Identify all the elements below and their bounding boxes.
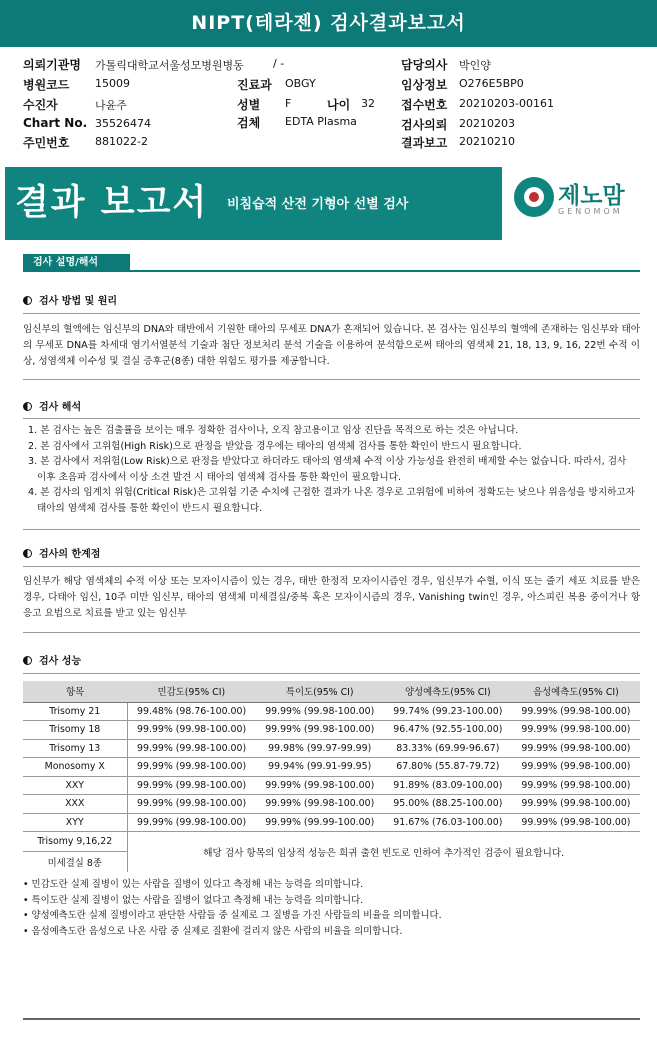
document-title: NIPT(테라젠) 검사결과보고서 [0, 0, 657, 47]
limitations-heading: 검사의 한계점 [23, 545, 100, 560]
column-header: 양성예측도(95% CI) [384, 681, 512, 702]
table-row [23, 795, 640, 814]
table-cell: 99.94% (99.91-99.95) [256, 758, 384, 777]
table-cell: 99.74% (99.23-100.00) [384, 702, 512, 721]
sex-value: F [285, 97, 292, 110]
table-cell: 99.99% (99.98-100.00) [256, 721, 384, 740]
interpretation-list [28, 423, 638, 516]
banner-title: 결과 보고서 [15, 183, 209, 223]
table-cell: 99.48% (98.76-100.00) [127, 702, 256, 721]
method-text: 임신부의 혈액에는 임신부의 DNA와 태반에서 기원한 태아의 무세포 DNA가 혼재되어 있습니다. 본 검사는 임신부의 혈액에 존재하는 임신부와 태아의 무세포 DNA를 차세대 염기서열분석 기술과 첨단 정보처리 분석 기술을 이용하여 분석함으로써 태아의 염색체 21, 18, 13, 9, 16, 22번 수적 이상, 성염색체 이수성 및 결실 증후군(8종) 대한 위험도 평가를 제공합니다. [23, 324, 640, 367]
note-item: • 음성예측도란 음성으로 나온 사람 중 실제로 질환에 걸리지 않은 사람의 비율을 의미합니다. [23, 925, 403, 937]
table-note-cell: 해당 검사 항목의 임상적 성능은 희귀 출현 빈도로 인하여 추가적인 검증이 필요합니다. [203, 847, 565, 859]
column-header: 음성예측도(95% CI) [512, 681, 640, 702]
divider [23, 673, 640, 674]
institution-label: 의뢰기관명 [23, 58, 81, 72]
list-item: 4. 본 검사의 임계치 위험(Critical Risk)은 고위험 기준 수치에 근접한 결과가 나온 경우로 고위험에 비하여 정확도는 낮으나 위음성을 방지하고자 태아의 염색체 검사를 통한 확인이 반드시 필요합니다. [28, 487, 635, 514]
specimen-label: 검체 [237, 116, 261, 130]
table-cell: 99.99% (99.98-100.00) [256, 776, 384, 795]
institution-value: 가톨릭대학교서울성모병원병동 [95, 59, 244, 72]
age-label: 나이 [327, 98, 351, 112]
recipient-label: 수진자 [23, 98, 58, 112]
table-cell: Trisomy 9,16,22 [23, 832, 127, 852]
table-row [23, 721, 640, 740]
table-cell: 99.99% (99.98-100.00) [127, 776, 256, 795]
report-banner [5, 167, 653, 240]
column-header: 민감도(95% CI) [127, 681, 256, 702]
table-cell: 99.99% (99.98-100.00) [512, 758, 640, 777]
half-circle-icon [23, 549, 32, 558]
hospital-code-label: 병원코드 [23, 78, 70, 92]
divider [23, 379, 640, 380]
table-cell: 99.99% (99.98-100.00) [127, 813, 256, 832]
table-cell: 99.99% (99.98-100.00) [256, 795, 384, 814]
receipt-no-label: 접수번호 [401, 98, 448, 112]
half-circle-icon [23, 656, 32, 665]
banner-subtitle: 비침습적 산전 기형아 선별 검사 [227, 197, 409, 212]
list-item: 2. 본 검사에서 고위험(High Risk)으로 판정을 받았을 경우에는 태아의 염색체 검사를 통한 확인이 반드시 필요합니다. [28, 440, 522, 452]
table-cell: Trisomy 13 [23, 739, 127, 758]
definitions-notes [23, 877, 640, 939]
table-cell: 99.99% (99.98-100.00) [256, 702, 384, 721]
performance-table [23, 681, 640, 872]
table-cell: 99.99% (99.98-100.00) [512, 721, 640, 740]
table-cell: 99.99% (99.98-100.00) [127, 739, 256, 758]
table-cell: 96.47% (92.55-100.00) [384, 721, 512, 740]
hospital-code-value: 15009 [95, 77, 130, 90]
table-row [23, 758, 640, 777]
age-value: 32 [361, 97, 375, 110]
note-item: • 양성예측도란 실제 질병이라고 판단한 사람들 중 실제로 그 질병을 가진 사람들의 비율을 의미합니다. [23, 910, 442, 921]
rrn-label: 주민번호 [23, 136, 70, 150]
doctor-value: 박인양 [459, 59, 491, 72]
request-date-value: 20210203 [459, 117, 515, 130]
table-cell: 99.99% (99.98-100.00) [512, 813, 640, 832]
dept-value: OBGY [285, 77, 316, 90]
recipient-value: 나윤주 [95, 99, 127, 112]
institution-separator: / - [273, 57, 285, 70]
divider [23, 632, 640, 633]
divider [23, 566, 640, 567]
section-divider [23, 270, 640, 272]
section-tab: 검사 설명/해석 [23, 254, 130, 272]
table-cell: 99.99% (99.98-100.00) [127, 758, 256, 777]
column-header: 특이도(95% CI) [256, 681, 384, 702]
report-date-label: 결과보고 [401, 136, 448, 150]
table-cell: XYY [23, 813, 127, 832]
chart-no-label: Chart No. [23, 116, 88, 130]
table-cell: 99.99% (99.98-100.00) [127, 795, 256, 814]
table-row [23, 813, 640, 832]
specimen-value: EDTA Plasma [285, 115, 357, 128]
dept-label: 진료과 [237, 78, 272, 92]
logo-mark-icon [514, 177, 554, 217]
table-row [23, 832, 640, 852]
limitations-text: 임신부가 해당 염색체의 수적 이상 또는 모자이시즘이 있는 경우, 태반 한정적 모자이시즘인 경우, 임신부가 수혈, 이식 또는 줄기 세포 치료를 받은 경우, 다태아 임신, 10주 미만 임신부, 태아의 염색체 미세결실/중복 혹은 모자이시즘의 경우, Vanishing twin인 경우, 아스피린 복용 중이거나 항 응고 요법으로 치료를 받고 있는 임신부 [23, 576, 640, 619]
table-cell: 미세결실 8종 [23, 852, 127, 872]
half-circle-icon [23, 296, 32, 305]
column-header: 항목 [23, 681, 127, 702]
note-item: • 민감도란 실제 질병이 있는 사람을 질병이 있다고 측정해 내는 능력을 의미합니다. [23, 879, 364, 890]
table-cell: 83.33% (69.99-96.67) [384, 739, 512, 758]
rrn-value: 881022-2 [95, 135, 148, 148]
interpretation-heading: 검사 해석 [23, 398, 81, 413]
table-cell: Trisomy 18 [23, 721, 127, 740]
doctor-label: 담당의사 [401, 58, 448, 72]
table-cell: 91.89% (83.09-100.00) [384, 776, 512, 795]
table-cell: 91.67% (76.03-100.00) [384, 813, 512, 832]
list-item: 3. 본 검사에서 저위험(Low Risk)으로 판정을 받았다고 하더라도 태아의 염색체 수적 이상 가능성을 완전히 배제할 수는 없습니다. 따라서, 검사 이후 초음파 검사에서 이상 소견 발견 시 태아의 염색체 검사를 통한 확인이 필요합니다. [28, 456, 627, 483]
sex-label: 성별 [237, 98, 261, 112]
half-circle-icon [23, 402, 32, 411]
clinical-info-label: 임상정보 [401, 78, 448, 92]
divider [23, 529, 640, 530]
list-item: 1. 본 검사는 높은 검출률을 보이는 매우 정확한 검사이나, 오직 참고용이고 임상 진단을 목적으로 하는 것은 아닙니다. [28, 425, 519, 436]
footer-divider [23, 1018, 640, 1020]
table-cell: 99.99% (99.98-100.00) [512, 776, 640, 795]
note-item: • 특이도란 실제 질병이 없는 사람을 질병이 없다고 측정해 내는 능력을 의미합니다. [23, 894, 364, 906]
chart-no-value: 35526474 [95, 117, 151, 130]
method-heading: 검사 방법 및 원리 [23, 292, 117, 307]
table-row [23, 702, 640, 721]
table-cell: 99.99% (99.99-100.00) [256, 813, 384, 832]
logo-text: 제노맘 [558, 183, 625, 209]
table-row [23, 776, 640, 795]
table-cell: 99.99% (99.98-100.00) [127, 721, 256, 740]
table-cell: 95.00% (88.25-100.00) [384, 795, 512, 814]
table-cell: 99.99% (99.98-100.00) [512, 795, 640, 814]
receipt-no-value: 20210203-00161 [459, 97, 554, 110]
table-cell: 99.99% (99.98-100.00) [512, 702, 640, 721]
patient-info-block [0, 47, 657, 157]
genomom-logo [502, 167, 653, 240]
table-header-row [23, 681, 640, 702]
table-cell: Trisomy 21 [23, 702, 127, 721]
request-date-label: 검사의뢰 [401, 118, 448, 132]
table-cell: XXX [23, 795, 127, 814]
table-cell: XXY [23, 776, 127, 795]
performance-heading: 검사 성능 [23, 652, 81, 667]
divider [23, 418, 640, 419]
table-row [23, 739, 640, 758]
logo-subtext: GENOMOM [558, 207, 623, 216]
report-date-value: 20210210 [459, 135, 515, 148]
divider [23, 313, 640, 314]
table-cell: 67.80% (55.87-79.72) [384, 758, 512, 777]
table-cell: 99.98% (99.97-99.99) [256, 739, 384, 758]
clinical-info-value: O276E5BP0 [459, 77, 524, 90]
table-cell: Monosomy X [23, 758, 127, 777]
table-cell: 99.99% (99.98-100.00) [512, 739, 640, 758]
